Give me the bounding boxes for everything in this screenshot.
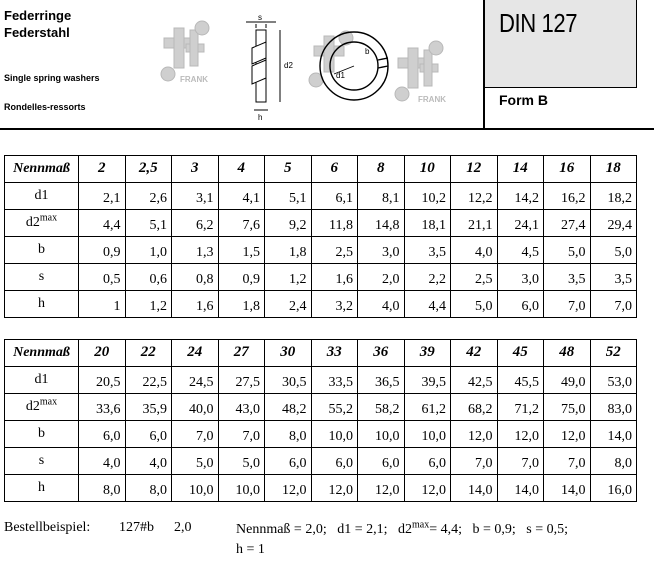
value-cell: 2,1	[79, 183, 126, 210]
subtitle-fr: Rondelles-ressorts	[4, 102, 86, 112]
table-row	[5, 475, 637, 502]
value-cell: 4,0	[125, 448, 172, 475]
value-cell: 11,8	[311, 210, 358, 237]
value-cell: 1	[79, 291, 126, 318]
value-cell: 7,0	[218, 421, 265, 448]
value-cell: 1,5	[218, 237, 265, 264]
size-cell: 16	[544, 156, 591, 183]
value-cell: 6,0	[358, 448, 405, 475]
value-cell: 1,8	[218, 291, 265, 318]
value-cell: 0,6	[125, 264, 172, 291]
size-cell: 2,5	[125, 156, 172, 183]
value-cell: 5,0	[590, 237, 637, 264]
size-cell: 52	[590, 340, 637, 367]
row-label-cell	[5, 448, 79, 475]
value-cell: 2,4	[265, 291, 312, 318]
value-cell: 68,2	[451, 394, 498, 421]
standard-title: DIN 127	[499, 8, 578, 38]
table-header-row	[5, 340, 637, 367]
value-cell: 1,6	[311, 264, 358, 291]
value-cell: 12,0	[311, 475, 358, 502]
table-row	[5, 237, 637, 264]
value-cell: 2,0	[358, 264, 405, 291]
logo-brand-1: FRANK	[180, 75, 208, 84]
value-cell: 58,2	[358, 394, 405, 421]
size-cell: 33	[311, 340, 358, 367]
value-cell: 40,0	[172, 394, 219, 421]
value-cell: 48,2	[265, 394, 312, 421]
row-label: d1	[34, 188, 49, 203]
value-cell: 10,2	[404, 183, 451, 210]
value-cell: 2,6	[125, 183, 172, 210]
size-cell: 8	[358, 156, 405, 183]
value-cell: 6,0	[79, 421, 126, 448]
size-cell: 12	[451, 156, 498, 183]
header-right-panel	[485, 0, 654, 130]
value-cell: 6,0	[311, 448, 358, 475]
value-cell: 7,0	[590, 291, 637, 318]
order-size: 2,0	[174, 520, 192, 535]
size-cell: 48	[544, 340, 591, 367]
value-cell: 27,5	[218, 367, 265, 394]
value-cell: 0,8	[172, 264, 219, 291]
order-spec-line2: h = 1	[236, 542, 265, 557]
value-cell: 18,1	[404, 210, 451, 237]
value-cell: 7,6	[218, 210, 265, 237]
row-label-cell	[5, 264, 79, 291]
value-cell: 30,5	[265, 367, 312, 394]
size-cell: 39	[404, 340, 451, 367]
size-cell: 2	[79, 156, 126, 183]
dimension-table-1	[4, 155, 637, 318]
value-cell: 12,0	[265, 475, 312, 502]
label-h: h	[258, 113, 263, 122]
value-cell: 5,1	[265, 183, 312, 210]
value-cell: 16,2	[544, 183, 591, 210]
dimension-table-2	[4, 339, 637, 502]
value-cell: 55,2	[311, 394, 358, 421]
title-line2: Federstahl	[4, 25, 70, 40]
value-cell: 36,5	[358, 367, 405, 394]
value-cell: 14,0	[590, 421, 637, 448]
row-label: d1	[34, 372, 49, 387]
value-cell: 5,0	[544, 237, 591, 264]
value-cell: 3,5	[590, 264, 637, 291]
row-label-cell	[5, 291, 79, 318]
size-cell: 5	[265, 156, 312, 183]
value-cell: 3,5	[404, 237, 451, 264]
frank-logo-icon	[395, 41, 443, 101]
header-left-panel	[0, 0, 485, 130]
value-cell: 20,5	[79, 367, 126, 394]
value-cell: 14,0	[544, 475, 591, 502]
value-cell: 3,2	[311, 291, 358, 318]
row-label-cell	[5, 475, 79, 502]
value-cell: 22,5	[125, 367, 172, 394]
value-cell: 4,4	[79, 210, 126, 237]
table-row	[5, 210, 637, 237]
value-cell: 3,1	[172, 183, 219, 210]
row-label-sup: max	[39, 396, 58, 408]
washer-top-view	[320, 32, 388, 100]
table-row	[5, 264, 637, 291]
value-cell: 5,0	[172, 448, 219, 475]
value-cell: 75,0	[544, 394, 591, 421]
value-cell: 21,1	[451, 210, 498, 237]
label-d1: d1	[336, 71, 345, 80]
value-cell: 1,2	[265, 264, 312, 291]
value-cell: 2,5	[451, 264, 498, 291]
order-label: Bestellbeispiel:	[4, 520, 91, 535]
order-spec	[236, 520, 636, 560]
value-cell: 2,2	[404, 264, 451, 291]
size-cell: 30	[265, 340, 312, 367]
value-cell: 7,0	[172, 421, 219, 448]
value-cell: 8,0	[79, 475, 126, 502]
value-cell: 27,4	[544, 210, 591, 237]
value-cell: 12,0	[544, 421, 591, 448]
size-cell: 24	[172, 340, 219, 367]
value-cell: 8,0	[265, 421, 312, 448]
size-cell: 14	[497, 156, 544, 183]
table-header-row	[5, 156, 637, 183]
row-label: h	[38, 480, 45, 495]
table-row	[5, 183, 637, 210]
title-line1: Federringe	[4, 8, 72, 23]
value-cell: 6,2	[172, 210, 219, 237]
order-spec-part2: = 4,4; b = 0,9; s = 0,5;	[429, 522, 569, 537]
value-cell: 10,0	[218, 475, 265, 502]
size-cell: 4	[218, 156, 265, 183]
size-cell: 18	[590, 156, 637, 183]
value-cell: 6,0	[265, 448, 312, 475]
order-number: 127#b	[119, 520, 154, 535]
value-cell: 1,0	[125, 237, 172, 264]
value-cell: 42,5	[451, 367, 498, 394]
size-cell: 20	[79, 340, 126, 367]
washer-drawing	[150, 8, 480, 123]
table-row	[5, 394, 637, 421]
size-cell: 22	[125, 340, 172, 367]
row-label-sup: max	[39, 212, 58, 224]
value-cell: 8,1	[358, 183, 405, 210]
size-cell: 10	[404, 156, 451, 183]
header-label-cell: Nennmaß	[5, 156, 79, 183]
value-cell: 2,5	[311, 237, 358, 264]
value-cell: 0,9	[218, 264, 265, 291]
row-label-cell	[5, 421, 79, 448]
value-cell: 24,1	[497, 210, 544, 237]
value-cell: 16,0	[590, 475, 637, 502]
size-cell: 3	[172, 156, 219, 183]
value-cell: 12,0	[358, 475, 405, 502]
form-label: Form B	[499, 92, 548, 108]
size-cell: 45	[497, 340, 544, 367]
value-cell: 4,0	[451, 237, 498, 264]
value-cell: 5,0	[451, 291, 498, 318]
value-cell: 9,2	[265, 210, 312, 237]
value-cell: 1,3	[172, 237, 219, 264]
value-cell: 7,0	[544, 291, 591, 318]
value-cell: 7,0	[544, 448, 591, 475]
value-cell: 8,0	[125, 475, 172, 502]
value-cell: 0,9	[79, 237, 126, 264]
row-label: s	[38, 269, 45, 284]
value-cell: 7,0	[451, 448, 498, 475]
size-cell: 6	[311, 156, 358, 183]
row-label-cell	[5, 210, 79, 237]
value-cell: 3,0	[358, 237, 405, 264]
value-cell: 35,9	[125, 394, 172, 421]
washer-side-view	[246, 22, 280, 110]
value-cell: 33,6	[79, 394, 126, 421]
value-cell: 1,8	[265, 237, 312, 264]
order-spec-part1: Nennmaß = 2,0; d1 = 2,1; d2	[236, 522, 412, 537]
value-cell: 12,0	[497, 421, 544, 448]
value-cell: 4,5	[497, 237, 544, 264]
value-cell: 14,8	[358, 210, 405, 237]
value-cell: 12,0	[451, 421, 498, 448]
label-d2: d2	[284, 61, 293, 70]
value-cell: 1,6	[172, 291, 219, 318]
value-cell: 61,2	[404, 394, 451, 421]
value-cell: 3,0	[497, 264, 544, 291]
row-label-cell	[5, 237, 79, 264]
header	[0, 0, 654, 132]
value-cell: 83,0	[590, 394, 637, 421]
value-cell: 6,1	[311, 183, 358, 210]
row-label: b	[38, 242, 45, 257]
value-cell: 3,5	[544, 264, 591, 291]
table-row	[5, 421, 637, 448]
value-cell: 43,0	[218, 394, 265, 421]
value-cell: 10,0	[358, 421, 405, 448]
value-cell: 1,2	[125, 291, 172, 318]
value-cell: 10,0	[404, 421, 451, 448]
value-cell: 71,2	[497, 394, 544, 421]
value-cell: 33,5	[311, 367, 358, 394]
value-cell: 12,0	[404, 475, 451, 502]
order-spec-sup: max	[412, 519, 430, 531]
value-cell: 53,0	[590, 367, 637, 394]
row-label-cell	[5, 394, 79, 421]
value-cell: 6,0	[404, 448, 451, 475]
value-cell: 39,5	[404, 367, 451, 394]
value-cell: 29,4	[590, 210, 637, 237]
frank-logo-icon	[161, 21, 209, 81]
value-cell: 4,4	[404, 291, 451, 318]
table-row	[5, 448, 637, 475]
value-cell: 5,0	[218, 448, 265, 475]
value-cell: 8,0	[590, 448, 637, 475]
label-s: s	[258, 13, 262, 22]
size-cell: 27	[218, 340, 265, 367]
table-row	[5, 291, 637, 318]
label-b: b	[365, 47, 370, 56]
value-cell: 6,0	[497, 291, 544, 318]
row-label: s	[38, 453, 45, 468]
value-cell: 6,0	[125, 421, 172, 448]
size-cell: 36	[358, 340, 405, 367]
value-cell: 45,5	[497, 367, 544, 394]
value-cell: 5,1	[125, 210, 172, 237]
value-cell: 14,2	[497, 183, 544, 210]
row-label: h	[38, 296, 45, 311]
din-box	[485, 0, 637, 88]
value-cell: 12,2	[451, 183, 498, 210]
row-label: d2	[25, 215, 40, 230]
row-label-cell	[5, 183, 79, 210]
value-cell: 4,0	[358, 291, 405, 318]
value-cell: 10,0	[311, 421, 358, 448]
row-label: d2	[25, 399, 40, 414]
value-cell: 14,0	[451, 475, 498, 502]
value-cell: 7,0	[497, 448, 544, 475]
value-cell: 4,1	[218, 183, 265, 210]
subtitle-en: Single spring washers	[4, 73, 100, 83]
size-cell: 42	[451, 340, 498, 367]
logo-brand-3: FRANK	[418, 95, 446, 104]
header-label-cell: Nennmaß	[5, 340, 79, 367]
value-cell: 49,0	[544, 367, 591, 394]
value-cell: 10,0	[172, 475, 219, 502]
value-cell: 24,5	[172, 367, 219, 394]
value-cell: 14,0	[497, 475, 544, 502]
row-label-cell	[5, 367, 79, 394]
table-row	[5, 367, 637, 394]
row-label: b	[38, 426, 45, 441]
value-cell: 4,0	[79, 448, 126, 475]
value-cell: 18,2	[590, 183, 637, 210]
value-cell: 0,5	[79, 264, 126, 291]
